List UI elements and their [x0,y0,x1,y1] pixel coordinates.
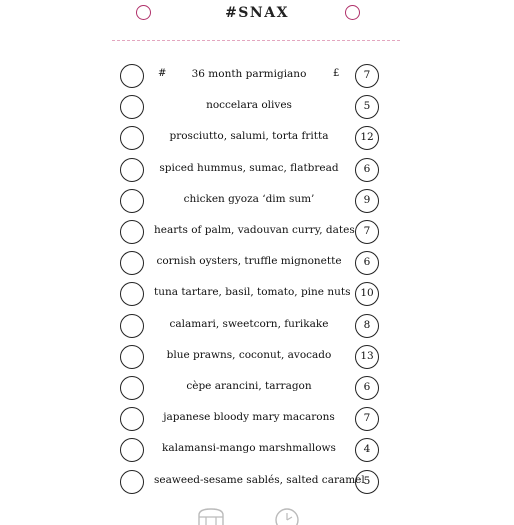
item-label: cornish oysters, truffle mignonette [156,255,342,268]
divider [112,40,400,41]
item-checkbox[interactable] [120,126,144,150]
item-checkbox[interactable] [120,438,144,462]
menu-item [0,188,514,214]
item-checkbox[interactable] [120,470,144,494]
item-label: chicken gyoza ‘dim sum’ [183,192,315,205]
item-label: tuna tartare, basil, tomato, pine nuts [154,286,351,299]
item-checkbox[interactable] [120,95,144,119]
item-label: blue prawns, coconut, avocado [166,348,332,361]
item-checkbox[interactable] [120,314,144,338]
item-price: 7 [355,64,379,88]
menu-item [0,344,514,370]
item-label: 36 month parmigiano [191,68,307,80]
item-price: 5 [355,95,379,119]
item-price: 13 [355,345,379,369]
menu-item [0,406,514,432]
item-checkbox[interactable] [120,251,144,275]
menu-item [0,437,514,463]
menu-item [0,313,514,339]
menu-item [0,157,514,183]
item-price: 12 [355,126,379,150]
item-label: hearts of palm, vadouvan curry, dates [154,224,355,236]
menu-item [0,250,514,276]
header-right-circle-icon [345,5,360,20]
item-label: kalamansi-mango marshmallows [162,442,336,455]
item-label: noccelara olives [206,99,292,112]
item-label: japanese bloody mary macarons [163,411,335,424]
item-checkbox[interactable] [120,220,144,244]
item-price: 10 [355,282,379,306]
menu-item [0,281,514,307]
item-price: 9 [355,189,379,213]
menu-item [0,94,514,120]
item-checkbox[interactable] [120,158,144,182]
item-price: 6 [355,158,379,182]
item-label: calamari, sweetcorn, furikake [169,317,329,330]
item-checkbox[interactable] [120,64,144,88]
hash-label: # [158,68,167,79]
item-checkbox[interactable] [120,407,144,431]
item-price: 4 [355,438,379,462]
item-price: 7 [355,407,379,431]
building-icon[interactable] [196,505,226,525]
item-price: 5 [355,470,379,494]
item-price: 7 [355,220,379,244]
item-label: prosciutto, salumi, torta fritta [169,130,329,143]
menu-item [0,63,514,89]
page-title: #SNAX [225,5,289,21]
item-checkbox[interactable] [120,282,144,306]
item-label: spiced hummus, sumac, flatbread [159,161,339,174]
menu-item [0,469,514,495]
item-label: cèpe arancini, tarragon [186,380,312,392]
item-checkbox[interactable] [120,189,144,213]
item-checkbox[interactable] [120,376,144,400]
currency-label: £ [333,68,340,79]
item-price: 6 [355,376,379,400]
item-price: 8 [355,314,379,338]
menu-item [0,219,514,245]
item-price: 6 [355,251,379,275]
clock-icon[interactable] [272,505,302,525]
item-checkbox[interactable] [120,345,144,369]
menu-item [0,125,514,151]
item-label: seaweed-sesame sablés, salted caramel [154,473,365,486]
menu-item [0,375,514,401]
